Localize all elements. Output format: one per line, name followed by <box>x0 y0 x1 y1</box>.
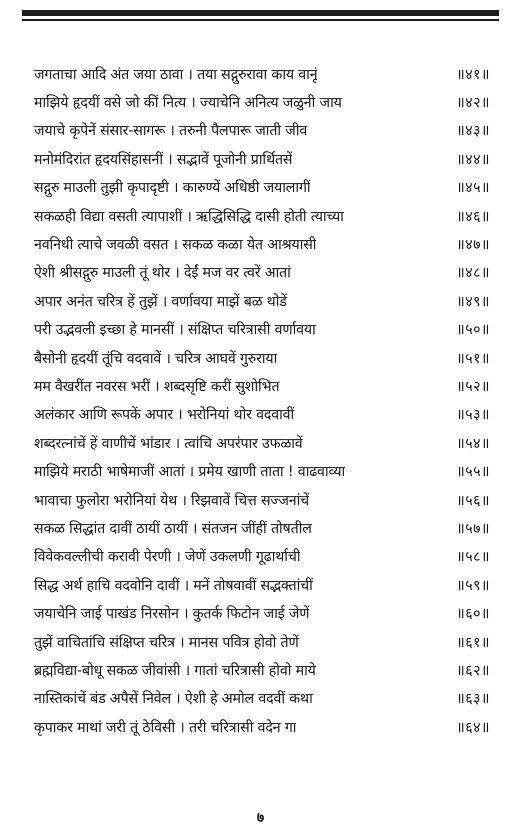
verse-line <box>34 316 490 344</box>
verse-number: ॥४५॥ <box>456 180 490 197</box>
verse-text: जयाचे कृपेनें संसार-सागरू । तरुनी पैलपारू जाती जीव <box>34 123 308 140</box>
verse-text: अपार अनंत चरित्र हें तुझें । वर्णावया माझें बळ थोडें <box>34 293 287 310</box>
verse-number: ॥६०॥ <box>456 606 490 623</box>
verse-number: ॥५४॥ <box>456 435 490 452</box>
verse-text: तुझें वाचितांचि संक्षिप्त चरित्र । मानस पवित्र होवो तेणें <box>34 634 299 651</box>
verse-text: सकळ सिद्धांत दावीं ठायीं ठायीं । संतजन जींहीं तोषतील <box>34 520 312 537</box>
verse-number: ॥५३॥ <box>456 407 490 424</box>
verse-text: सकळही विद्या वसती त्यापाशीं । ऋद्धिसिद्धि दासी होती त्याच्या <box>34 208 344 225</box>
verse-number: ॥४९॥ <box>456 293 490 310</box>
verse-line <box>34 174 490 202</box>
verse-text: माझिये मराठी भाषेमाजीं आतां । प्रमेय खाणी ताता ! वाढवाव्या <box>34 464 346 481</box>
verse-list <box>34 60 490 741</box>
verse-text: नास्तिकांचें बंड अपैसें निवेल । ऐशी हे अमोल वदवीं कथा <box>34 691 313 708</box>
verse-number: ॥४१॥ <box>456 66 490 83</box>
verse-text: बैसोनी हृदयीं तूंचि वदवावें । चरित्र आघवें गुरुराया <box>34 350 278 367</box>
verse-line <box>34 259 490 287</box>
verse-text: ब्रह्मविद्या-बोधू सकळ जीवांसी । गातां चरित्रासी होवो माये <box>34 662 316 679</box>
verse-text: परी उद्भवली इच्छा हे मानसीं । संक्षिप्त चरित्रासी वर्णावया <box>34 322 316 339</box>
verse-text: भावाचा फुलोरा भरोनियां येथ । रिझवावें चित्त सज्जनांचें <box>34 492 310 509</box>
verse-number: ॥४२॥ <box>456 95 490 112</box>
page-number: ७ <box>256 810 265 826</box>
verse-text: जगताचा आदि अंत जया ठावा । तया सद्गुरुरावा काय वानूं <box>34 66 318 83</box>
verse-line <box>34 344 490 372</box>
verse-line <box>34 656 490 684</box>
verse-text: विवेकवल्लीची करावी पेरणी । जेणें उकलणी गूढार्थाची <box>34 549 301 566</box>
verse-line <box>34 685 490 713</box>
verse-number: ॥५२॥ <box>456 378 490 395</box>
verse-text: मनोमंदिरांत हृदयसिंहासनीं । सद्भावें पूजोनी प्रार्थितसें <box>34 151 293 168</box>
verse-text: नवनिधी त्याचे जवळी वसत । सकळ कळा येत आश्रयासी <box>34 237 317 254</box>
verse-number: ॥६१॥ <box>456 634 490 651</box>
verse-number: ॥५८॥ <box>456 549 490 566</box>
verse-line <box>34 230 490 258</box>
verse-line <box>34 599 490 627</box>
verse-number: ॥६३॥ <box>456 691 490 708</box>
verse-number: ॥६४॥ <box>456 719 490 736</box>
verse-number: ॥४६॥ <box>456 208 490 225</box>
verse-line <box>34 713 490 741</box>
verse-line <box>34 571 490 599</box>
verse-text: ऐशी श्रीसद्गुरु माउली तूं थोर । देईं मज वर त्वरें आतां <box>34 265 291 282</box>
verse-number: ॥५५॥ <box>456 464 490 481</box>
verse-line <box>34 88 490 116</box>
verse-text: सद्गुरु माउली तुझी कृपादृष्टी । कारुण्यें अधिष्ठी जयालागीं <box>34 180 311 197</box>
verse-text: मम वैखरींत नवरस भरीं । शब्दसृष्टि करीं सुशोभित <box>34 378 280 395</box>
verse-line <box>34 372 490 400</box>
verse-text: जयाचेनि जाई पाखंड निरसोन । कुतर्क फिटोन जाई जेणें <box>34 606 310 623</box>
verse-line <box>34 486 490 514</box>
verse-number: ॥५६॥ <box>456 492 490 509</box>
verse-line <box>34 543 490 571</box>
verse-line <box>34 60 490 88</box>
verse-number: ॥४४॥ <box>456 151 490 168</box>
verse-number: ॥५९॥ <box>456 577 490 594</box>
verse-text: सिद्ध अर्थ हाचि वदवोनि दावीं । मनें तोषवावीं सद्भक्तांचीं <box>34 577 313 594</box>
verse-text: कृपाकर माथां जरी तूं ठेविसी । तरी चरित्रासी वदेन गा <box>34 719 297 736</box>
verse-text: शब्दरत्नांचें हें वाणीचें भांडार । त्वांचि अपरंपार उफळावें <box>34 435 303 452</box>
verse-line <box>34 202 490 230</box>
verse-line <box>34 457 490 485</box>
verse-number: ॥५०॥ <box>456 322 490 339</box>
header-double-rule <box>22 10 499 24</box>
verse-number: ॥५१॥ <box>456 350 490 367</box>
verse-line <box>34 287 490 315</box>
verse-number: ॥४३॥ <box>456 123 490 140</box>
verse-text: माझिये हृदयीं वसे जो कीं नित्य । ज्याचेनि अनित्य जळुनी जाय <box>34 95 342 112</box>
verse-line <box>34 628 490 656</box>
verse-line <box>34 145 490 173</box>
verse-line <box>34 117 490 145</box>
verse-number: ॥५७॥ <box>456 520 490 537</box>
header-rule-thin <box>22 19 499 21</box>
verse-text: अलंकार आणि रूपकें अपार । भरोनियां थोर वदवावीं <box>34 407 295 424</box>
verse-line <box>34 401 490 429</box>
verse-line <box>34 514 490 542</box>
header-rule-thick <box>22 10 499 16</box>
verse-number: ॥६२॥ <box>456 662 490 679</box>
verse-line <box>34 429 490 457</box>
verse-number: ॥४७॥ <box>456 237 490 254</box>
verse-number: ॥४८॥ <box>456 265 490 282</box>
